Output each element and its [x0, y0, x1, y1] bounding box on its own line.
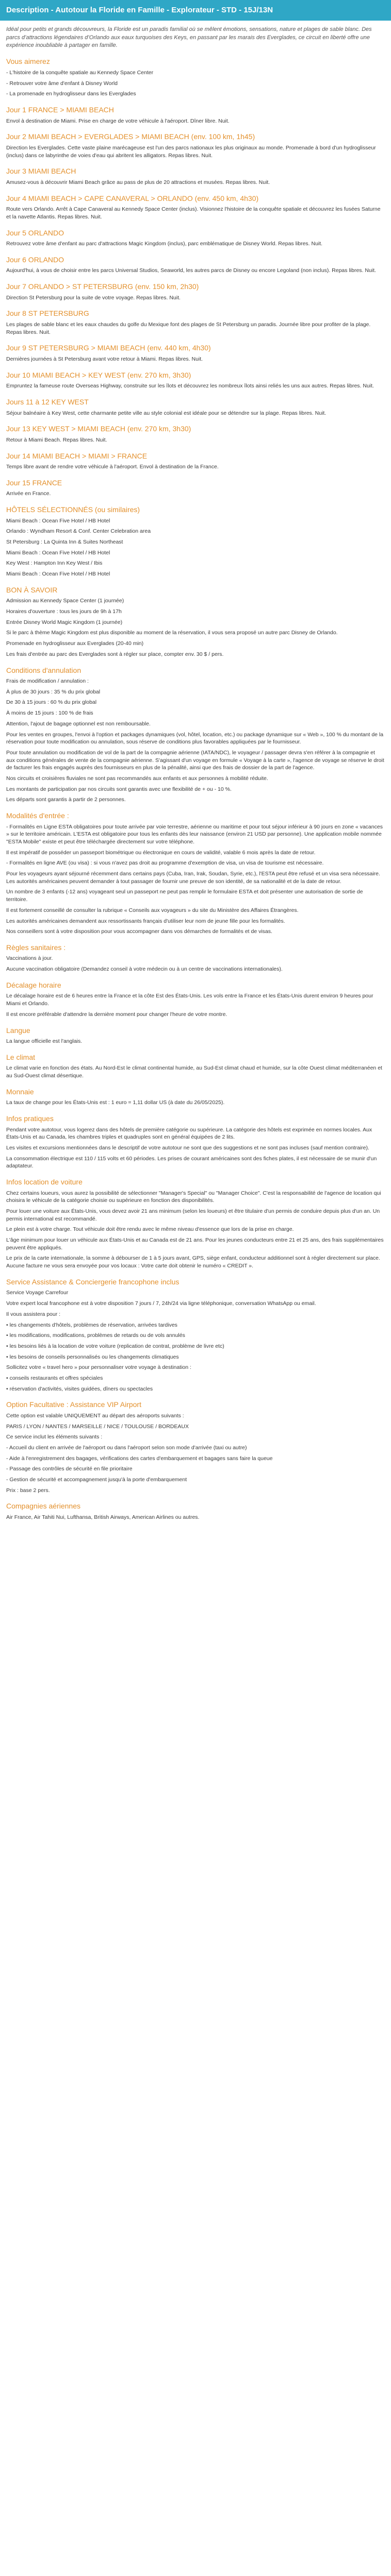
section — [6, 194, 385, 221]
section — [6, 1114, 385, 1170]
section-line: • les besoins de conseils personnalisés ou les changements climatiques — [6, 1353, 179, 1360]
document-body — [0, 21, 391, 1532]
section-title: Jour 8 ST PETERSBURG — [6, 309, 89, 318]
section-title: Vous aimerez — [6, 57, 50, 66]
section-line: De 30 à 15 jours : 60 % du prix global — [6, 699, 97, 706]
section-line: • les changements d'hôtels, problèmes de réservation, arrivées tardives — [6, 1321, 177, 1328]
section-title: Conditions d'annulation — [6, 666, 82, 674]
section-line: Horaires d'ouverture : tous les jours de 9h à 17h — [6, 608, 122, 615]
section-line: Route vers Orlando. Arrêt à Cape Canaveral au Kennedy Space Center (inclus). Visionnez l'histoire de la conquête spatiale et découvrez les fusées Saturne et la navette Atlantis. Repas libres. Nuit. — [6, 206, 381, 220]
section-title: Langue — [6, 1026, 30, 1035]
intro-text: Idéal pour petits et grands découvreurs, la Floride est un paradis familial où se mêlent émotions, sensations, nature et plages de sable blanc. Des parcs d’attractions légendaires d’Orlando aux eaux turquoises des Keys, en passant par les marais des Everglades, ce circuit en liberté offre une expérience inoubliable à partager en famille. — [6, 26, 372, 49]
section-line: Entrée Disney World Magic Kingdom (1 journée) — [6, 619, 123, 625]
section-line: Si le parc à thème Magic Kingdom est plus disponible au moment de la réservation, il vous sera proposé un autre parc Disney de Orlando. — [6, 630, 338, 636]
section-line: Votre expert local francophone est à votre disposition 7 jours / 7, 24h/24 via ligne téléphonique, conversation WhatsApp ou email. — [6, 1300, 316, 1307]
section-line: Attention, l'ajout de bagage optionnel est non remboursable. — [6, 720, 151, 727]
section-line: Le plein est à votre charge. Tout véhicule doit être rendu avec le même niveau d'essence que lors de la prise en charge. — [6, 1226, 294, 1233]
section-line: Miami Beach : Ocean Five Hotel / HB Hotel — [6, 571, 110, 578]
section-line: Il est encore préférable d'attendre la dernière moment pour changer l'heure de votre montre. — [6, 1011, 227, 1018]
section-line: Prix : base 2 pers. — [6, 1487, 50, 1494]
section-title: Jour 1 FRANCE > MIAMI BEACH — [6, 106, 114, 114]
section-title: Le climat — [6, 1053, 36, 1061]
section-line: Cette option est valable UNIQUEMENT au départ des aéroports suivants : — [6, 1412, 184, 1419]
section-line: Il est impératif de posséder un passeport biométrique ou électronique en cours de validité, valable 6 mois après la date de retour. — [6, 849, 316, 856]
section-line: • les modifications, modifications, problèmes de retards ou de vols annulés — [6, 1332, 185, 1339]
section-line: Pour les ventes en groupes, l'envoi à l'option et packages dynamiques (vol, hôtel, location, etc.) ou package dynamique sur « Web », 100 % du montant de la réservation pour toute modification ou annulation, sous réserve de conditions plus favorables appliquées par le fournisseur. — [6, 731, 384, 745]
section-line: Aujourd'hui, à vous de choisir entre les parcs Universal Studios, Seaworld, les autres parcs de Disney ou encore Legoland (non inclus). Repas libres. Nuit. — [6, 267, 376, 274]
section-title: Jour 7 ORLANDO > ST PETERSBURG (env. 150 km, 2h30) — [6, 282, 199, 291]
section — [6, 1277, 385, 1393]
section-title: Option Facultative : Assistance VIP Airport — [6, 1400, 141, 1409]
section-title: BON À SAVOIR — [6, 585, 58, 594]
section-title: Jours 11 à 12 KEY WEST — [6, 397, 89, 406]
section — [6, 228, 385, 248]
section-line: - Passage des contrôles de sécurité en file prioritaire — [6, 1466, 133, 1472]
section — [6, 980, 385, 1019]
section-title: Jour 10 MIAMI BEACH > KEY WEST (env. 270 km, 3h30) — [6, 370, 191, 379]
section-line: Les départs sont garantis à partir de 2 personnes. — [6, 796, 126, 803]
section-title: Règles sanitaires : — [6, 943, 66, 952]
section-line: Les autorités américaines demandent aux ressortissants français d'utiliser leur nom de jeune fille pour les formalités. — [6, 918, 285, 924]
section — [6, 1501, 385, 1521]
section — [6, 343, 385, 363]
section — [6, 451, 385, 471]
section-line: La consommation électrique est 110 / 115 volts et 60 périodes. Les prises de courant américaines sont des fiches plates, il est nécessaire de se munir d'un adaptateur. — [6, 1155, 377, 1170]
section-line: Vaccinations à jour. — [6, 955, 53, 962]
section — [6, 105, 385, 125]
section-title: Infos location de voiture — [6, 1178, 83, 1187]
section-line: - Formalités en Ligne ESTA obligatoires pour toute arrivée par voie terrestre, aérienne ou maritime et pour tout séjour inférieur à 90 jours en zone « vacances » sur le territoire américain. L'ESTA est obligatoire pour tous les enfants dès leur naissance (environ 21 USD par personne). Une application mobile nommée "ESTA Mobile" existe et peut être téléchargée directement sur votre téléphone. — [6, 823, 383, 845]
section-line: À moins de 15 jours : 100 % de frais — [6, 710, 93, 717]
section-title: Jour 14 MIAMI BEACH > MIAMI > FRANCE — [6, 451, 148, 460]
section-line: Frais de modification / annulation : — [6, 678, 89, 685]
section-title: Compagnies aériennes — [6, 1502, 80, 1511]
section — [6, 132, 385, 159]
section-line: • conseils restaurants et offres spéciales — [6, 1375, 103, 1381]
section — [6, 309, 385, 336]
section-line: - Formalités en ligne AVE (ou visa) : si vous n'avez pas droit au programme d'exemption de visa, un visa de tourisme est nécessaire. — [6, 860, 324, 867]
section-line: Retour à Miami Beach. Repas libres. Nuit. — [6, 436, 107, 443]
section-line: PARIS / LYON / NANTES / MARSEILLE / NICE / TOULOUSE / BORDEAUX — [6, 1423, 189, 1430]
section-line: Sollicitez votre « travel hero » pour personnaliser votre voyage à destination : — [6, 1364, 191, 1371]
section-line: Séjour balnéaire à Key West, cette charmante petite ville au style colonial est idéale pour se détendre sur la plage. Repas libres. Nuit. — [6, 410, 327, 416]
sections-container — [6, 57, 385, 1521]
section-line: Aucune vaccination obligatoire (Demandez conseil à votre médecin ou à un centre de vaccinations internationales). — [6, 966, 283, 973]
section — [6, 1177, 385, 1270]
section — [6, 255, 385, 275]
section-line: Envol à destination de Miami. Prise en charge de votre véhicule à l'aéroport. Dîner libre. Nuit. — [6, 117, 230, 124]
section-title: Jour 13 KEY WEST > MIAMI BEACH (env. 270 km, 3h30) — [6, 425, 191, 433]
section-line: Direction St Petersburg pour la suite de votre voyage. Repas libres. Nuit. — [6, 294, 181, 301]
section-line: Nos circuits et croisières fluviales ne sont pas recommandés aux enfants et aux personnes à mobilité réduite. — [6, 775, 268, 782]
section-line: À plus de 30 jours : 35 % du prix global — [6, 688, 101, 695]
section-line: • réservation d'activités, visites guidées, dîners ou spectacles — [6, 1385, 153, 1392]
section-line: La langue officielle est l'anglais. — [6, 1038, 83, 1045]
section — [6, 505, 385, 578]
section-title: Service Assistance & Conciergerie francophone inclus — [6, 1277, 180, 1286]
section-line: Les frais d'entrée au parc des Everglades sont à régler sur place, compter env. 30 $ / pers. — [6, 651, 224, 657]
section-line: Key West : Hampton Inn Key West / Ibis — [6, 560, 103, 567]
section-line: Le décalage horaire est de 6 heures entre la France et la côte Est des États-Unis. Les vols entre la France et les États-Unis durent environ 9 heures pour Miami et Orlando. — [6, 993, 373, 1007]
page-title-banner — [0, 0, 391, 21]
section-line: Empruntez la fameuse route Overseas Highway, construite sur les îlots et découvrez les nombreux îlots ainsi reliés les uns aux autres. Repas libres. Nuit. — [6, 383, 374, 389]
section-line: Les plages de sable blanc et les eaux chaudes du golfe du Mexique font des plages de St Petersburg un paradis. Journée libre pour profiter de la plage. Repas libres. Nuit. — [6, 321, 371, 335]
section — [6, 370, 385, 390]
section-title: Jour 6 ORLANDO — [6, 255, 64, 264]
section-line: Orlando : Wyndham Resort & Conf. Center Celebration area — [6, 528, 151, 535]
section-line: Promenade en hydroglisseur aux Everglades (20-40 min) — [6, 640, 144, 647]
section-title: Jour 4 MIAMI BEACH > CAPE CANAVERAL > ORLANDO (env. 450 km, 4h30) — [6, 194, 259, 202]
section-line: Retrouvez votre âme d'enfant au parc d'attractions Magic Kingdom (inclus), parc emblématique de Disney World. Repas libres. Nuit. — [6, 241, 323, 247]
section-title: Jour 9 ST PETERSBURG > MIAMI BEACH (env. 440 km, 4h30) — [6, 344, 211, 352]
section-line: Un nombre de 3 enfants (-12 ans) voyageant seul un passeport ne peut pas remplir le formulaire ESTA et doit présenter une autorisation de sortie de territoire. — [6, 889, 363, 903]
section-line: Pour louer une voiture aux États-Unis, vous devez avoir 21 ans minimum (selon les loueurs) et être titulaire d'un permis de conduire depuis plus d'un an. Un permis international est recommandé. — [6, 1208, 380, 1222]
section-line: Le climat varie en fonction des états. Au Nord-Est le climat continental humide, au Sud-Est climat chaud et humide, sur la côte Ouest climat méditerranéen et au Sud-Ouest climat désertique. — [6, 1065, 382, 1079]
section-line: Chez certains loueurs, vous aurez la possibilité de sélectionner "Manager's Special" ou "Manager Choice". C'est la responsabilité de l'agence de location qui choisira le véhicule de la catégorie choisie ou supérieure en fonction des disponibilités. — [6, 1190, 381, 1204]
section-line: Temps libre avant de rendre votre véhicule à l'aéroport. Envol à destination de la France. — [6, 464, 219, 470]
section-line: Admission au Kennedy Space Center (1 journée) — [6, 598, 124, 604]
section-title: Jour 15 FRANCE — [6, 478, 62, 487]
section — [6, 478, 385, 498]
section-title: Jour 2 MIAMI BEACH > EVERGLADES > MIAMI BEACH (env. 100 km, 1h45) — [6, 132, 255, 141]
section-line: St Petersburg : La Quinta Inn & Suites Northeast — [6, 539, 123, 546]
section-title: HÔTELS SÉLECTIONNÉS (ou similaires) — [6, 505, 140, 514]
section-line: Amusez-vous à découvrir Miami Beach grâce au pass de plus de 20 attractions et musées. Repas libres. Nuit. — [6, 179, 270, 185]
section-line: Direction les Everglades. Cette vaste plaine marécageuse est l'un des parcs nationaux les plus originaux au monde. Promenade à bord d'un hydroglisseur (inclus) dans ce labyrinthe de voies d'eau qui abritent les alligators. Repas libres. Nuit. — [6, 144, 376, 159]
section-line: Ce service inclut les éléments suivants : — [6, 1434, 103, 1440]
section — [6, 585, 385, 658]
section-line: - La promenade en hydroglisseur dans les Everglades — [6, 91, 136, 97]
section-line: Arrivée en France. — [6, 490, 51, 497]
section — [6, 1026, 385, 1045]
section-line: Les montants de participation par nos circuits sont garantis avec une flexibilité de + ou - 10 %. — [6, 786, 232, 792]
section-line: Les visites et excursions mentionnées dans le descriptif de votre autotour ne sont que des suggestions et ne sont pas incluses (sauf mention contraire). — [6, 1145, 369, 1151]
section-title: Jour 3 MIAMI BEACH — [6, 167, 76, 176]
section-line: - L'histoire de la conquête spatiale au Kennedy Space Center — [6, 70, 154, 76]
section — [6, 943, 385, 973]
section-line: Nos conseillers sont à votre disposition pour vous accompagner dans vos démarches de formalités et de visas. — [6, 928, 272, 935]
section — [6, 1087, 385, 1107]
section-line: Pour les voyageurs ayant séjourné récemment dans certains pays (Cuba, Iran, Irak, Soudan, Syrie, etc.), l'ESTA peut être refusé et un visa sera nécessaire. Les autorités américaines peuvent demander à tout passager de fournir une preuve de son identité, de sa nationalité et de la date de retour. — [6, 871, 380, 885]
section — [6, 397, 385, 417]
section-line: • les besoins liés à la location de votre voiture (replication de contrat, problème de livre etc) — [6, 1343, 224, 1349]
section-line: Service Voyage Carrefour — [6, 1290, 69, 1296]
section — [6, 166, 385, 186]
section-line: - Retrouver votre âme d'enfant à Disney World — [6, 80, 118, 87]
section-line: Air France, Air Tahiti Nui, Lufthansa, British Airways, American Airlines ou autres. — [6, 1514, 200, 1521]
section-line: Pour toute annulation ou modification de vol de la part de la compagnie aérienne (IATA/NDC), le voyageur / passager devra s'en référer à la compagnie et aux conditions générales de vente de la compagnie aérienne. S'agissant d'un voyage en formule « Voyage à la carte », l'agence de voyage se réserve le droit de facturer les frais engagés auprès des fournisseurs en plus de la pénalité, ainsi que des frais de dossier de la part de l'agence. — [6, 749, 384, 771]
section — [6, 811, 385, 936]
section — [6, 424, 385, 444]
section-title: Modalités d'entrée : — [6, 811, 69, 820]
section-line: Miami Beach : Ocean Five Hotel / HB Hotel — [6, 517, 110, 524]
section-line: La taux de change pour les États-Unis est : 1 euro = 1,11 dollar US (à date du 26/05/2025). — [6, 1099, 225, 1106]
section-line: Dernières journées à St Petersburg avant votre retour à Miami. Repas libres. Nuit. — [6, 355, 203, 362]
page-title: Description - Autotour la Floride en Famille - Explorateur - STD - 15J/13N — [6, 6, 273, 14]
section — [6, 1053, 385, 1080]
section-title: Infos pratiques — [6, 1114, 54, 1123]
section — [6, 1400, 385, 1494]
section-line: - Aide à l'enregistrement des bagages, vérifications des cartes d'embarquement et bagages sans faire la queue — [6, 1455, 273, 1462]
section-line: Pendant votre autotour, vous logerez dans des hôtels de première catégorie ou supérieure. La catégorie des hôtels est exprimée en normes locales. Aux États-Unis et au Canada, les chambres triples et quadruples sont en général équipées de 2 lits. — [6, 1126, 372, 1141]
section-line: L'âge minimum pour louer un véhicule aux États-Unis et au Canada est de 21 ans. Pour les jeunes conducteurs entre 21 et 25 ans, des frais supplémentaires peuvent être appliqués. — [6, 1237, 384, 1251]
section-line: Miami Beach : Ocean Five Hotel / HB Hotel — [6, 549, 110, 556]
section-line: Il vous assistera pour : — [6, 1311, 61, 1317]
section-line: - Accueil du client en arrivée de l'aéroport ou dans l'aéroport selon son mode d'arrivée (taxi ou autre) — [6, 1444, 247, 1451]
section-title: Décalage horaire — [6, 980, 61, 989]
section — [6, 282, 385, 301]
section — [6, 57, 385, 98]
section-line: Le prix de la carte internationale, la somme à débourser de 1 à 5 jours avant, GPS, siège enfant, conducteur additionnel sont à régler directement sur place. Aucune facture ne vous sera envoyée pour vos locaux : Votre carte doit obtenir le numéro « CREDIT ». — [6, 1255, 380, 1269]
section — [6, 666, 385, 804]
section-line: - Gestion de sécurité et accompagnement jusqu'à la porte d'embarquement — [6, 1477, 187, 1483]
section-line: Il est fortement conseillé de consulter la rubrique « Conseils aux voyageurs » du site du Ministère des Affaires Étrangères. — [6, 907, 299, 913]
section-title: Jour 5 ORLANDO — [6, 228, 64, 237]
section-title: Monnaie — [6, 1087, 34, 1096]
